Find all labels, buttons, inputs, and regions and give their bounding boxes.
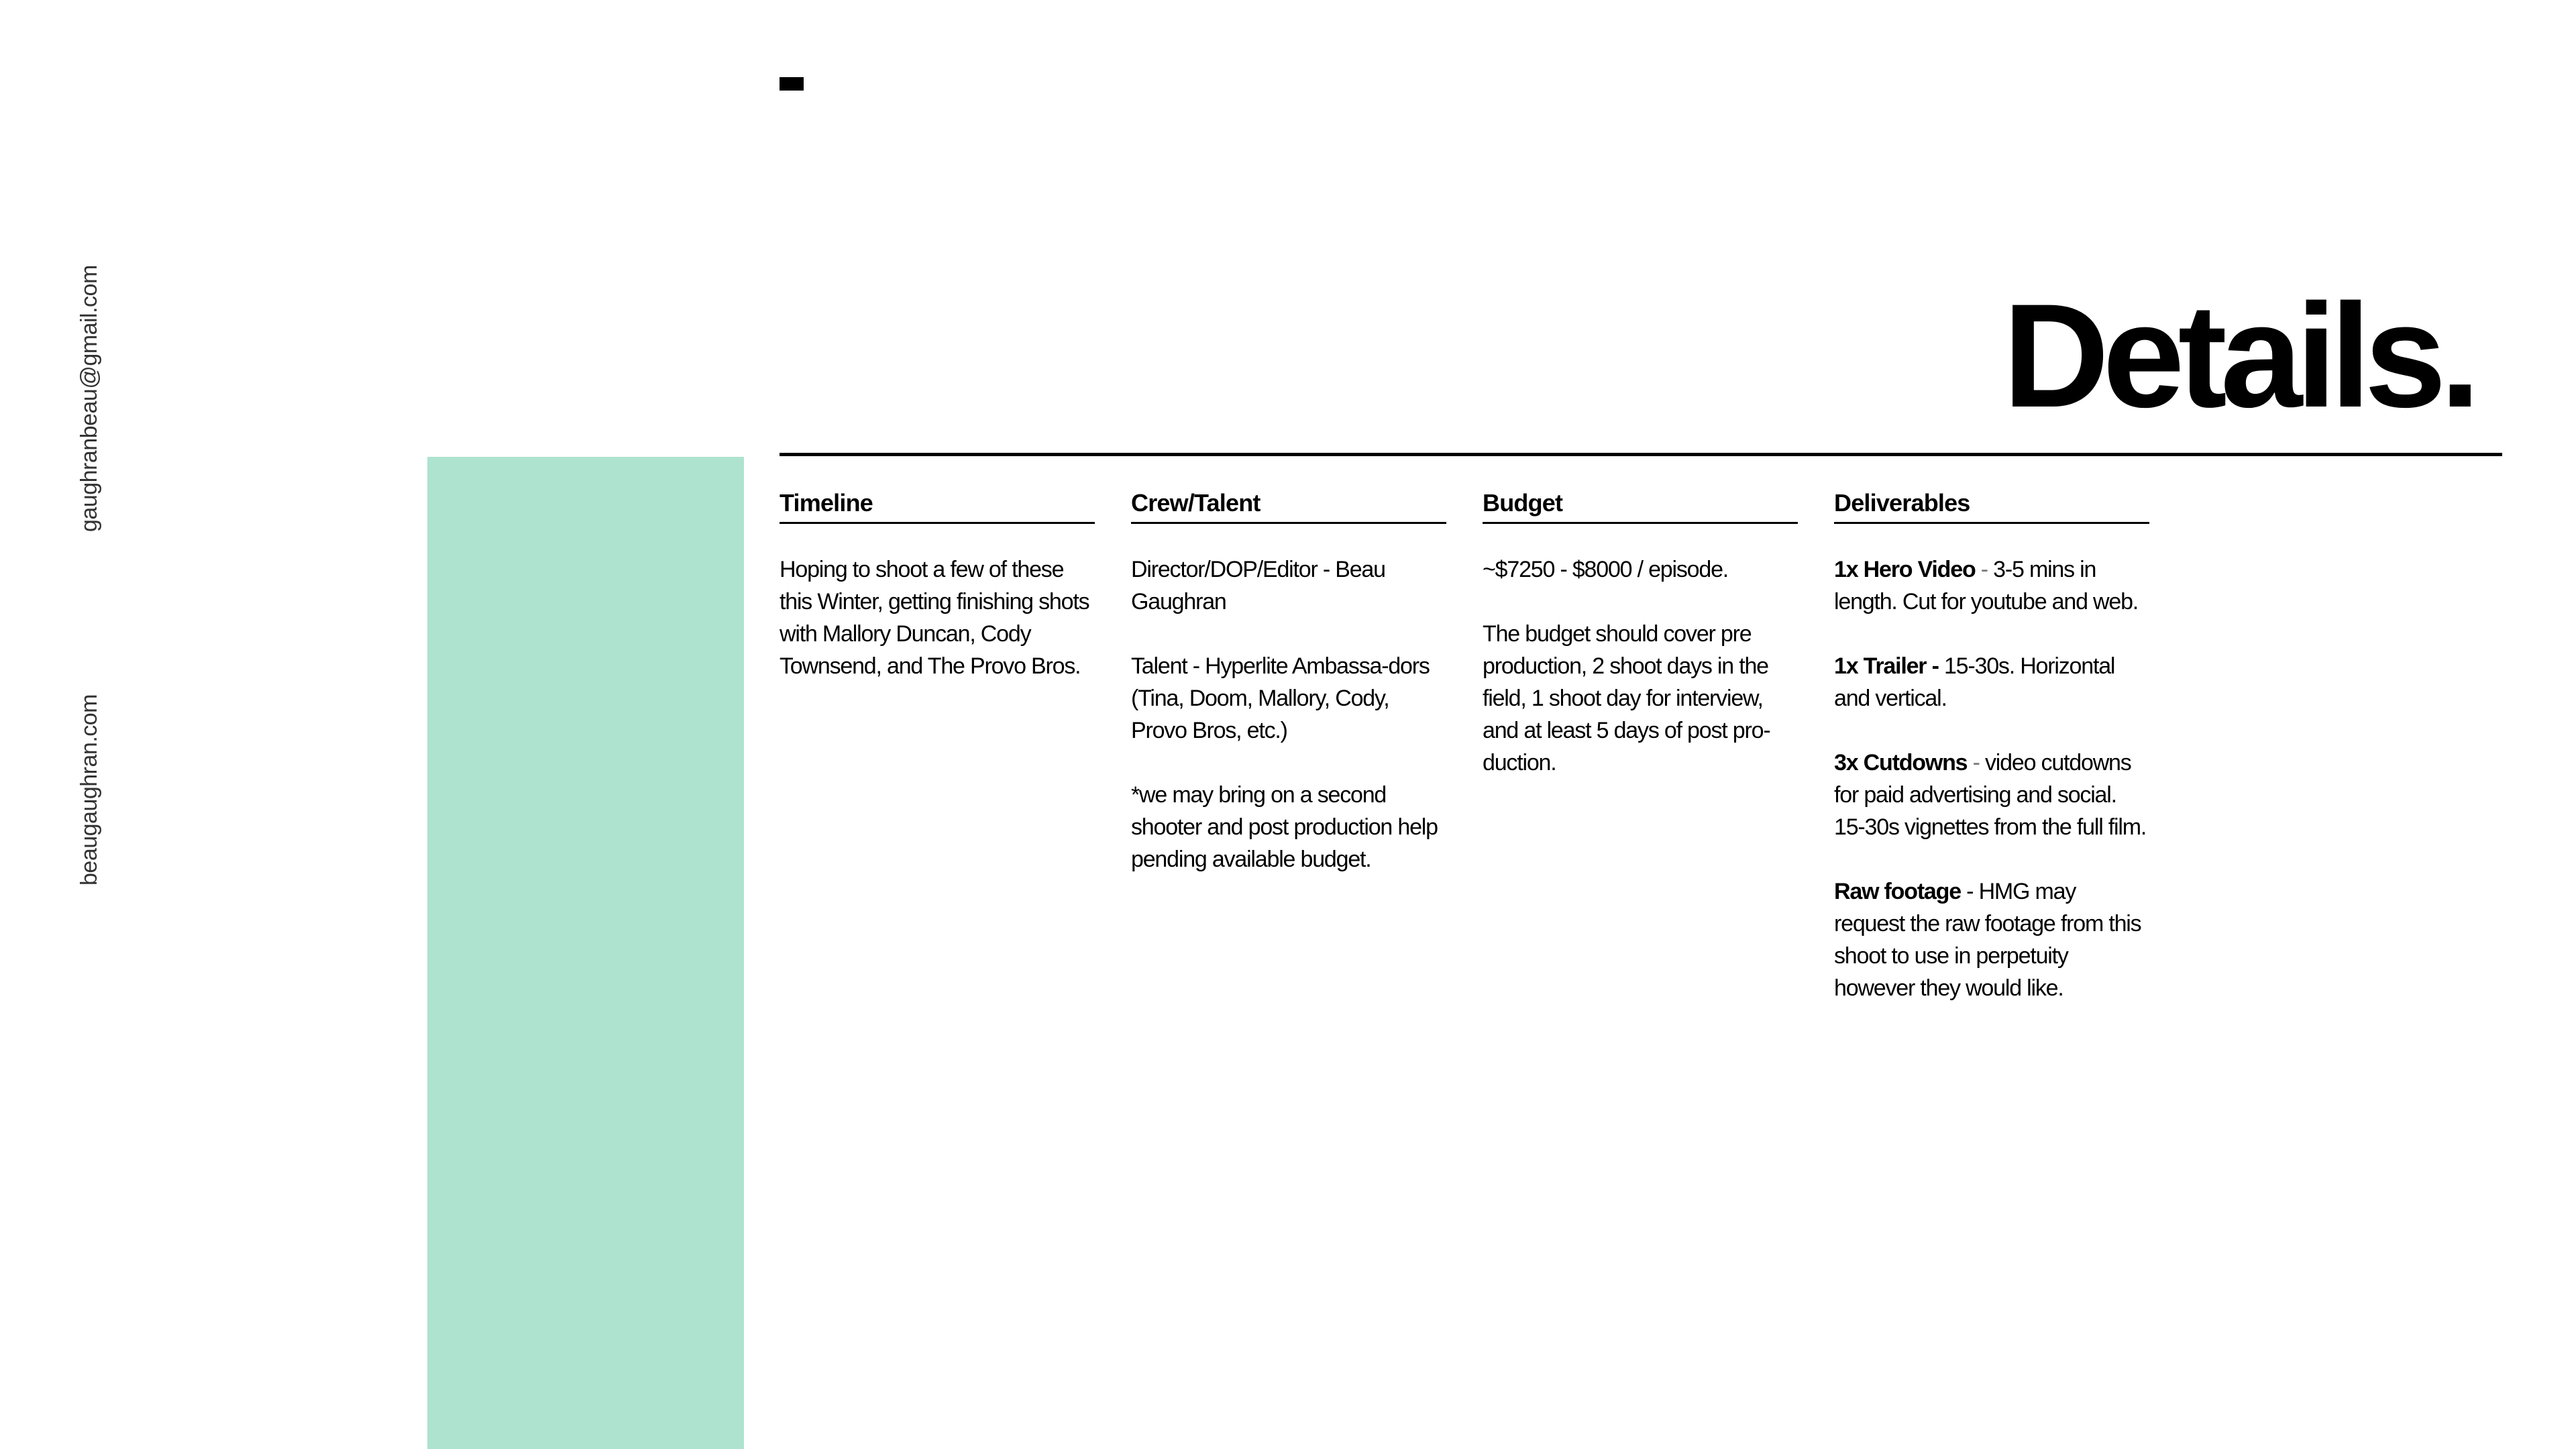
title-divider — [780, 453, 2502, 456]
timeline-heading: Timeline — [780, 488, 1095, 524]
timeline-body — [780, 553, 1095, 682]
deliverable-separator: - — [1975, 557, 1994, 582]
deliverable-text: video cutdowns for paid advertising and social. 15-30s vignettes from the full film. — [1834, 750, 2147, 840]
deliverable-item — [1834, 553, 2149, 618]
deliverable-text: 3-5 mins in length. Cut for youtube and web. — [1834, 557, 2139, 614]
crew-note: *we may bring on a second shooter and post production help pending available budget. — [1131, 782, 1438, 872]
crew-director: Director/DOP/Editor - Beau Gaughran — [1131, 557, 1385, 614]
deliverable-name: Raw footage — [1834, 879, 1961, 904]
accent-color-block — [427, 457, 744, 1449]
budget-column — [1483, 488, 1798, 811]
deliverables-heading: Deliverables — [1834, 488, 2149, 524]
deliverable-separator: - — [1960, 879, 1979, 904]
deliverable-separator: - — [1967, 750, 1985, 775]
crew-heading: Crew/Talent — [1131, 488, 1446, 524]
details-columns — [780, 488, 2148, 1159]
deliverable-item — [1834, 875, 2149, 1004]
deliverable-separator — [1939, 653, 1944, 679]
sidebar-website[interactable]: beaugaughran.com — [76, 694, 102, 885]
sidebar-email[interactable]: gaughranbeau@gmail.com — [76, 265, 102, 532]
top-mark — [780, 77, 804, 91]
crew-talent: Talent - Hyperlite Ambassa-dors (Tina, Doom, Mallory, Cody, Provo Bros, etc.) — [1131, 653, 1430, 743]
deliverable-text: HMG may request the raw footage from this shoot to use in perpetuity however they would like. — [1834, 879, 2141, 1001]
deliverable-text: 15-30s. Horizontal and vertical. — [1834, 653, 2115, 711]
crew-column — [1131, 488, 1446, 908]
deliverable-name: 3x Cutdowns — [1834, 750, 1968, 775]
budget-description: The budget should cover pre production, 2 shoot days in the field, 1 shoot day for interview, and at least 5 days of post pro-duction. — [1483, 621, 1770, 775]
budget-body — [1483, 553, 1798, 779]
crew-body — [1131, 553, 1446, 875]
budget-amount: ~$7250 - $8000 / episode. — [1483, 557, 1729, 582]
timeline-column — [780, 488, 1095, 714]
deliverables-body — [1834, 553, 2149, 1004]
timeline-paragraph: Hoping to shoot a few of these this Winter, getting finishing shots with Mallory Duncan, Cody Townsend, and The Provo Bros. — [780, 557, 1089, 679]
deliverable-name: 1x Trailer - — [1834, 653, 1939, 679]
deliverable-name: 1x Hero Video — [1834, 557, 1976, 582]
deliverables-column — [1834, 488, 2149, 1036]
deliverable-item — [1834, 747, 2149, 843]
page-title: Details. — [2002, 273, 2474, 438]
budget-heading: Budget — [1483, 488, 1798, 524]
deliverable-item — [1834, 650, 2149, 714]
